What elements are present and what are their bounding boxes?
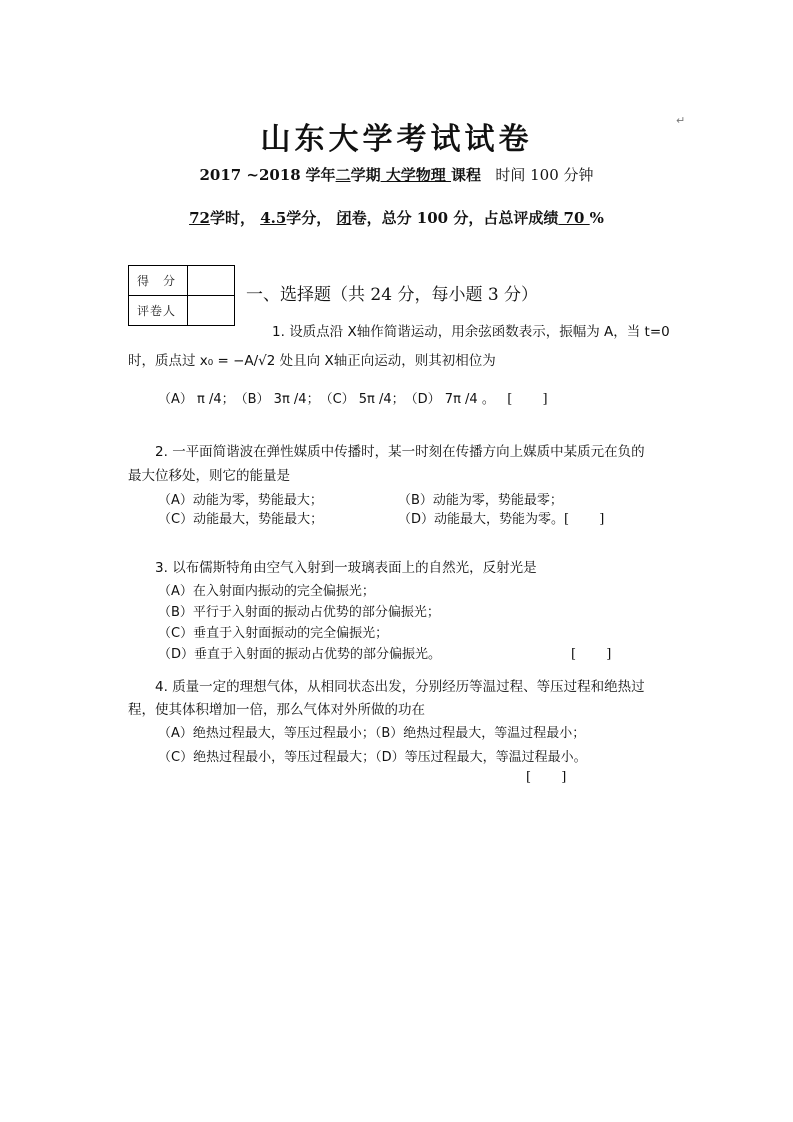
exam-type-suffix: 卷，总分 100 分，占总评成绩 [351,209,559,227]
question-3-option-c: （C）垂直于入射面振动的完全偏振光； [158,626,389,641]
academic-years: 2017 ~2018 [199,166,301,184]
paragraph-return-icon: ↵ [676,114,686,127]
question-text: 以布儒斯特角由空气入射到一玻璃表面上的自然光，反射光是 [172,560,537,576]
term-prefix: 学年 [305,166,336,184]
question-text: 设质点沿 X轴作简谐运动，用余弦函数表示，振幅为 A，当 t=0 [289,324,670,340]
question-3-option-d: （D）垂直于入射面的振动占优势的部分偏振光。 [158,647,442,662]
question-3-option-b: （B）平行于入射面的振动占优势的部分偏振光； [158,605,440,620]
score-value-cell [188,266,235,296]
question-2-line-1 [155,440,645,460]
course-suffix: 课程 [451,166,482,184]
question-4-line-2: 程，使其体积增加一倍，那么气体对外所做的功在 [128,702,425,718]
term-value: 二 [335,166,351,184]
question-4-options-ab: （A）绝热过程最大，等压过程最小；（B）绝热过程最大，等温过程最小； [158,726,586,741]
score-label: 得 分 [129,266,188,296]
grader-value-cell [188,296,235,326]
question-1-options [158,388,548,407]
option-text: （D）动能最大，势能为零。 [398,512,565,527]
question-3-answer-bracket: [ ] [571,647,612,662]
grade-weight: 70 [558,209,590,227]
question-3-option-a: （A）在入射面内振动的完全偏振光； [158,584,375,599]
question-text: 质量一定的理想气体，从相同状态出发，分别经历等温过程、等压过程和绝热过 [172,679,645,695]
credits-suffix: 学分， [286,209,332,227]
term-suffix: 学期 [350,166,381,184]
question-number: 2. [155,444,168,460]
question-text: 一平面简谐波在弹性媒质中传播时，某一时刻在传播方向上媒质中某质元在负的 [172,444,645,460]
question-4-answer-bracket: [ ] [526,770,567,785]
question-3-line-1 [155,556,537,576]
question-1-line-2: 时，质点过 x₀ = −A/√2 处且向 X轴正向运动，则其初相位为 [128,353,496,369]
grader-label: 评卷人 [129,296,188,326]
question-1-line-1 [272,320,670,340]
question-2-option-c: （C）动能最大，势能最大； [158,512,324,527]
course-name: 大学物理 [380,166,452,184]
score-row [129,266,235,296]
class-hours-suffix: 学时， [209,209,255,227]
grade-weight-suffix: % [589,209,604,227]
question-number: 1. [272,324,285,340]
question-4-line-1 [155,675,645,695]
exam-duration: 时间 100 分钟 [495,166,594,184]
exam-type: 闭 [336,209,352,227]
grader-row [129,296,235,326]
credits: 4.5 [260,209,287,227]
exam-info-line-2 [0,207,793,228]
section-title: 一、选择题（共 24 分，每小题 3 分） [246,285,539,305]
exam-info-line-1 [0,164,793,185]
exam-title: 山东大学考试试卷 [260,122,533,157]
question-2-option-a: （A）动能为零，势能最大； [158,493,323,508]
answer-bracket: [ ] [564,512,605,527]
score-table [128,265,235,326]
question-number: 4. [155,679,168,695]
question-number: 3. [155,560,168,576]
answer-bracket: [ ] [507,392,548,407]
question-2-option-d [398,508,604,527]
question-4-options-cd: （C）绝热过程最小，等压过程最大；（D）等压过程最大，等温过程最小。 [158,750,587,765]
question-2-line-2: 最大位移处，则它的能量是 [128,468,290,484]
options-text: （A） π /4； （B） 3π /4； （C） 5π /4； （D） 7π /4 。 [158,392,495,407]
question-2-option-b: （B）动能为零，势能最零； [398,493,563,508]
class-hours: 72 [189,209,210,227]
